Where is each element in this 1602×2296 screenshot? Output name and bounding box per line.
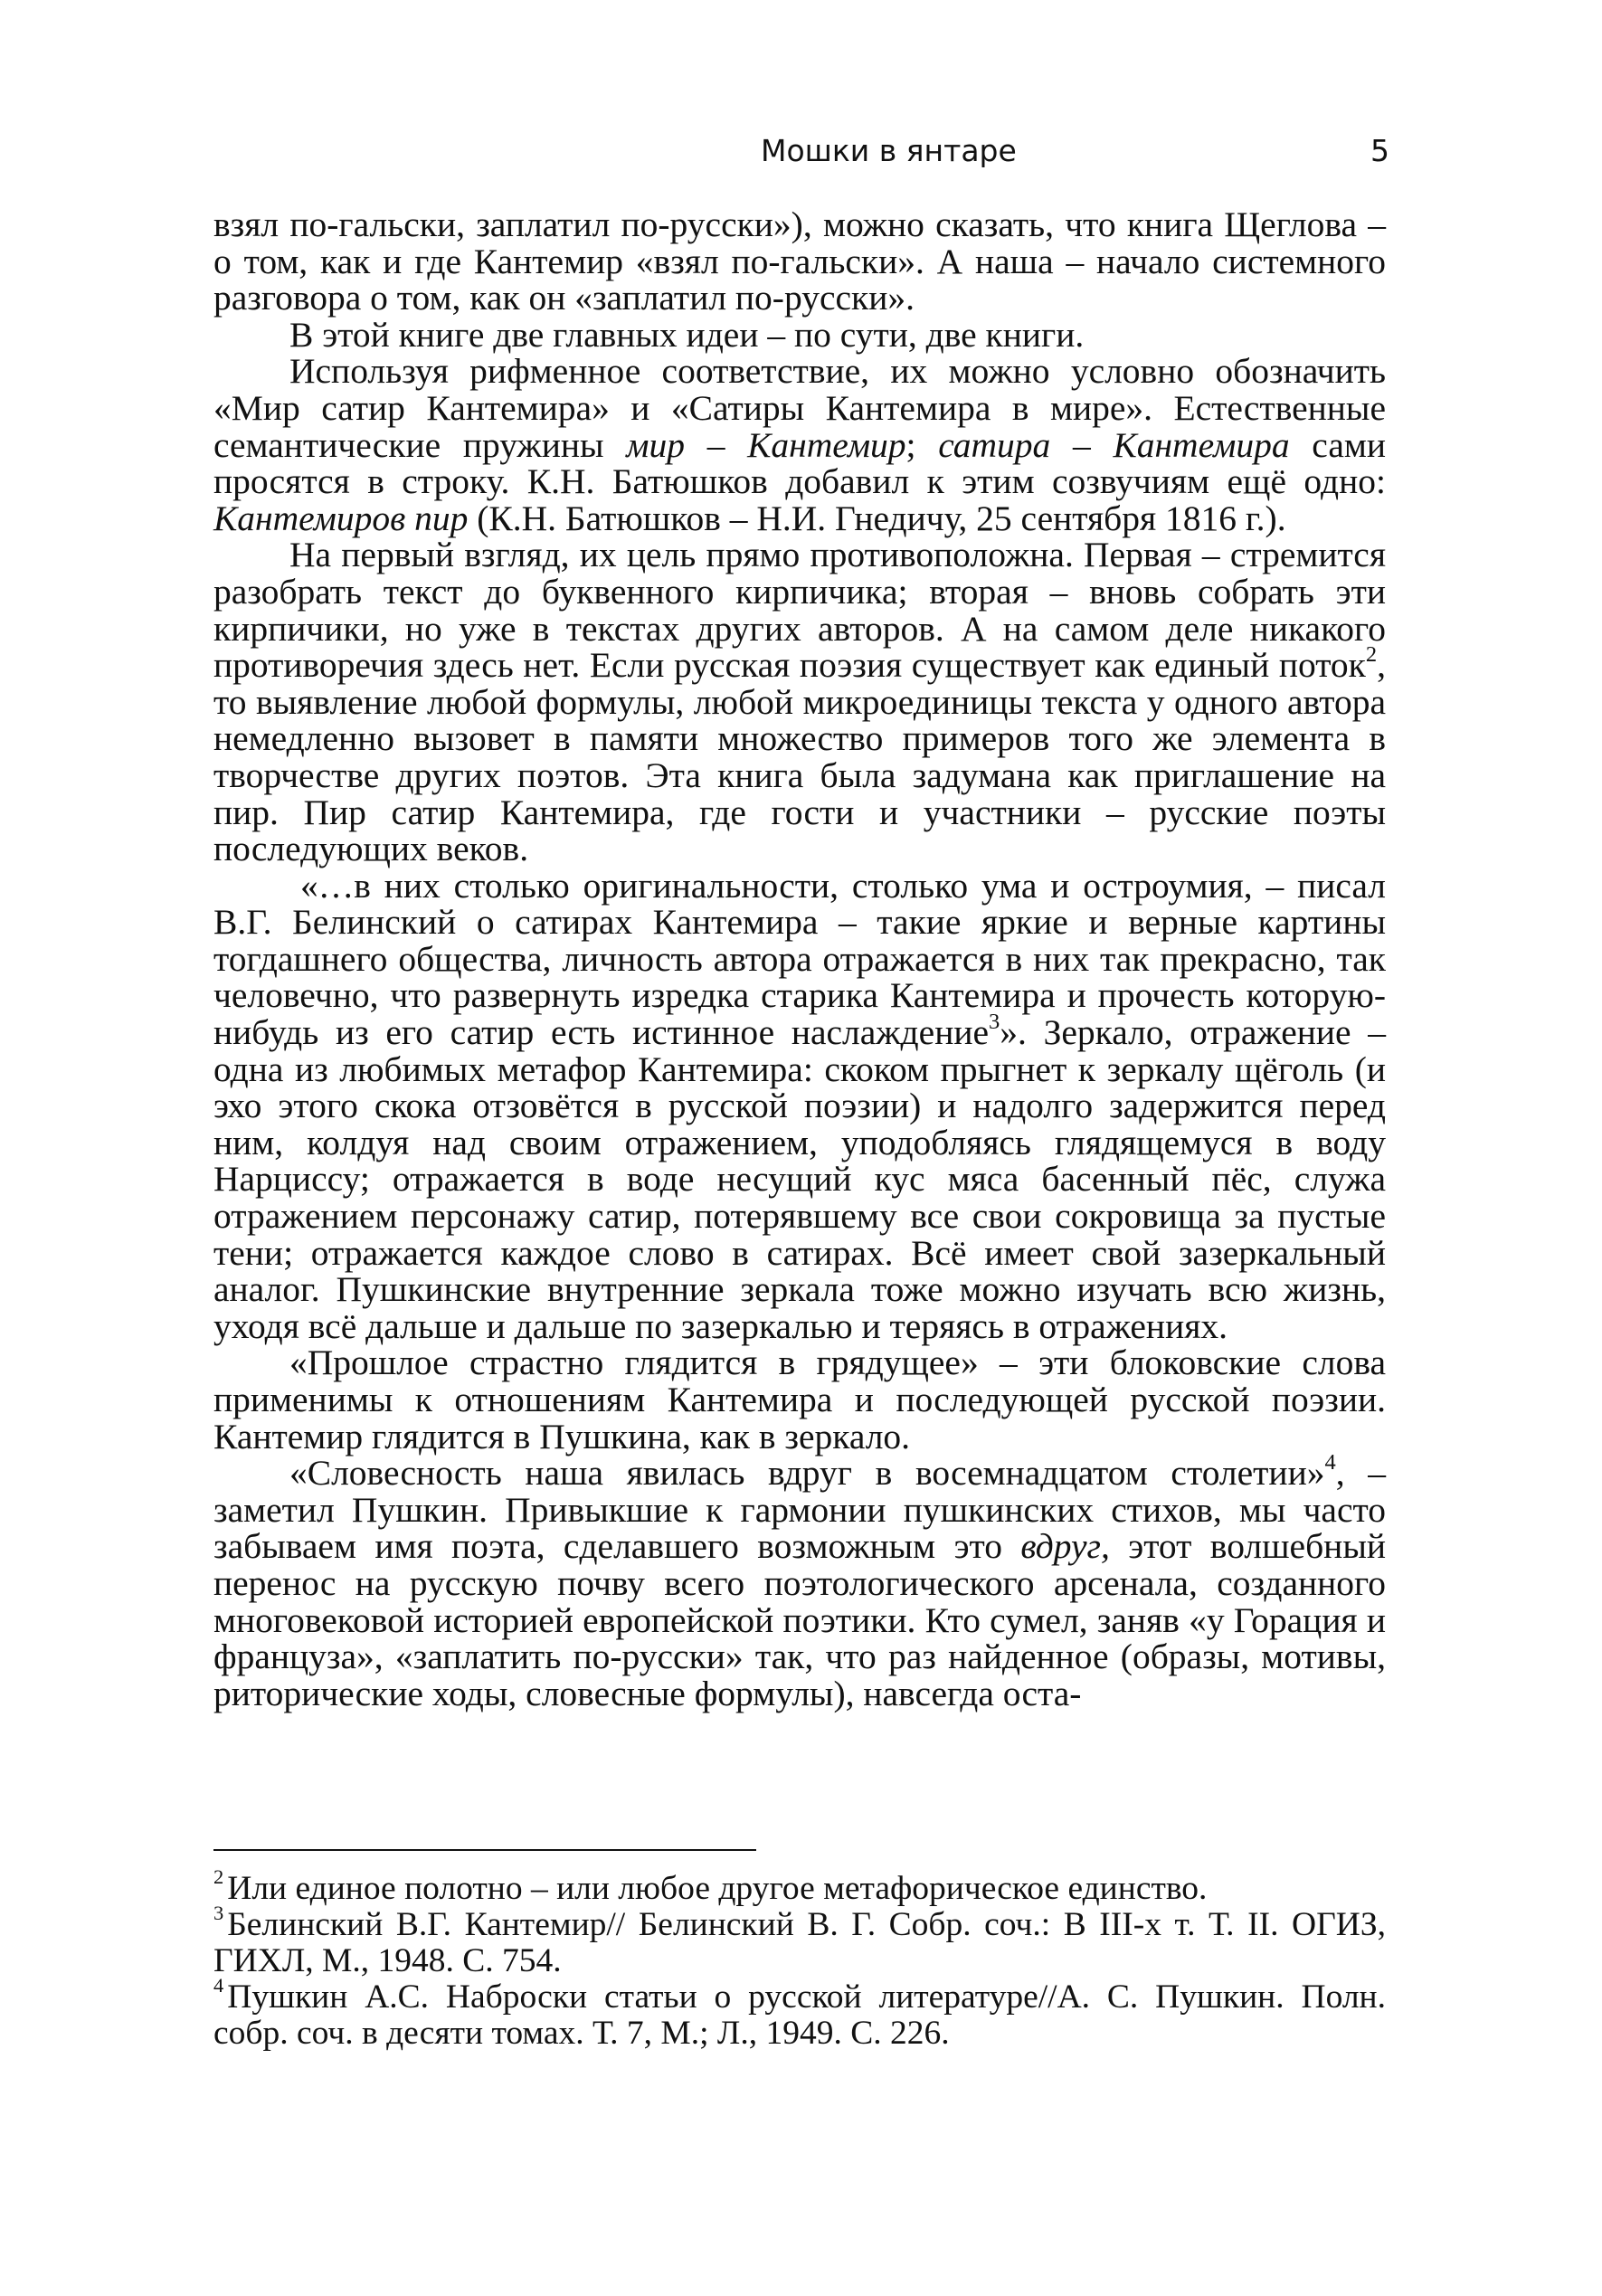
paragraph-7-text-a: «Словесность наша явилась вдруг в восемнадцатом столетии» bbox=[289, 1453, 1325, 1494]
footnote-2-text: Или единое полотно – или любое другое метафорическое единство. bbox=[227, 1870, 1208, 1907]
footnotes bbox=[213, 1865, 1386, 2052]
italic-phrase-mir-kantemir: мир – Кантемир bbox=[626, 424, 906, 465]
italic-phrase-satira-kantemira: сатира – Кантемира bbox=[938, 424, 1290, 465]
paragraph-5 bbox=[213, 865, 1387, 1346]
paragraph-3-text-c: сами просятся в строку. К.Н. Батюшков добавил к этим созвучиям ещё одно: bbox=[213, 424, 1386, 502]
footnote-4 bbox=[213, 1974, 1386, 2052]
paragraph-6-text: «Прошлое страстно глядится в грядущее» – эти блоковские слова применимы к отношениям Кантемира и последующей русской поэзии. Кантемир глядится в Пушкина, как в зеркало. bbox=[213, 1342, 1386, 1456]
italic-phrase-kantemirov-pir: Кантемиров пир bbox=[213, 498, 469, 538]
paragraph-6 bbox=[213, 1344, 1386, 1455]
footnote-3-text: Белинский В.Г. Кантемир// Белинский В. Г. Собр. соч.: В III-х т. Т. II. ОГИЗ, ГИХЛ, М., 1948. С. 754. bbox=[213, 1906, 1386, 1979]
paragraph-3-text-a: Используя рифменное соответствие, их можно условно обозначить «Мир сатир Кантемира» и «Сатиры Кантемира в мире». Естественные семантические пружины bbox=[213, 351, 1386, 465]
paragraph-7-text-b: , – заметил Пушкин. Привыкшие к гармонии пушкинских стихов, мы часто забываем имя поэта, сделавшего возможным это bbox=[213, 1453, 1387, 1567]
paragraph-4-text-a: На первый взгляд, их цель прямо противоположна. Первая – стремится разобрать текст до буквенного кирпичика; вторая – вновь собрать эти кирпичики, но уже в текстах других авторов. А на самом деле никакого противоречия здесь нет. Если русская поэзия существует как единый поток bbox=[213, 535, 1386, 686]
footnote-ref-3[interactable]: 3 bbox=[989, 1009, 1000, 1034]
paragraph-3 bbox=[213, 353, 1386, 536]
paragraph-2 bbox=[213, 314, 1386, 355]
footnote-mark-4: 4 bbox=[213, 1974, 224, 1997]
footnote-separator bbox=[213, 1849, 756, 1851]
paragraph-3-text-d: (К.Н. Батюшков – Н.И. Гнедичу, 25 сентября 1816 г.). bbox=[468, 498, 1286, 538]
footnote-3 bbox=[213, 1902, 1386, 1979]
paragraph-4 bbox=[213, 536, 1386, 867]
footnote-mark-3: 3 bbox=[213, 1902, 224, 1925]
running-title: Мошки в янтаре bbox=[761, 133, 1017, 168]
paragraph-1-text: взял по-гальски, заплатил по-русски»), можно сказать, что книга Щеглова – о том, как и где Кантемир «взял по-гальски». А наша – начало системного разговора о том, как он «заплатил по-русски». bbox=[213, 204, 1386, 318]
paragraph-4-text-b: , то выявление любой формулы, любой микроединицы текста у одного автора немедленно вызовет в памяти множество примеров того же элемента в творчестве других поэтов. Эта книга была задумана как приглашение на пир. Пир сатир Кантемира, где гости и участники – русские поэты последующих веков. bbox=[213, 645, 1386, 869]
body-text bbox=[213, 206, 1386, 1712]
footnote-2 bbox=[213, 1865, 1386, 1907]
italic-word-vdrug: вдруг, bbox=[1020, 1526, 1110, 1567]
footnote-4-text: Пушкин А.С. Наброски статьи о русской литературе//А. С. Пушкин. Полн. собр. соч. в десяти томах. Т. 7, М.; Л., 1949. С. 226. bbox=[213, 1978, 1386, 2052]
paragraph-1 bbox=[213, 206, 1386, 317]
running-head bbox=[213, 128, 1389, 174]
paragraph-2-text: В этой книге две главных идеи – по сути, две книги. bbox=[289, 314, 1085, 355]
paragraph-5-text-a: «…в них столько оригинальности, столько ума и остроумия, – писал В.Г. Белинский о сатирах Кантемира – такие яркие и верные картины тогдашнего общества, личность автора отражается в них так прекрасно, так человечно, что развернуть изредка старика Кантемира и прочесть которую-нибудь из его сатир есть истинное наслаждение bbox=[213, 865, 1386, 1053]
footnote-mark-2: 2 bbox=[213, 1865, 224, 1889]
paragraph-5-text-b: ». Зеркало, отражение – одна из любимых метафор Кантемира: скоком прыгнет к зеркалу щёголь (и эхо этого скока отзовётся в русской поэзии) и надолго задержится перед ним, колдуя над своим отражением, уподобляясь глядящемуся в воду Нарциссу; отражается в воде несущий кус мяса басенный пёс, служа отражением персонажу сатир, потерявшему все свои сокровища за пустые тени; отражается каждое слово в сатирах. Всё имеет свой зазеркальный аналог. Пушкинские внутренние зеркала тоже можно изучать всю жизнь, уходя всё дальше и дальше по зазеркалью и теряясь в отражениях. bbox=[213, 1012, 1387, 1346]
paragraph-7-text-c: этот волшебный перенос на русскую почву всего поэтологического арсенала, созданного многовековой историей европейской поэтики. Кто сумел, заняв «у Горация и француза», «заплатить по-русски» так, что раз найденное (образы, мотивы, риторические ходы, словесные формулы), навсегда оста- bbox=[213, 1526, 1386, 1713]
paragraph-7 bbox=[213, 1450, 1387, 1713]
page-number: 5 bbox=[1370, 133, 1389, 168]
footnote-ref-2[interactable]: 2 bbox=[1365, 641, 1378, 667]
paragraph-3-text-b: ; bbox=[905, 424, 939, 465]
footnote-ref-4[interactable]: 4 bbox=[1324, 1450, 1336, 1475]
